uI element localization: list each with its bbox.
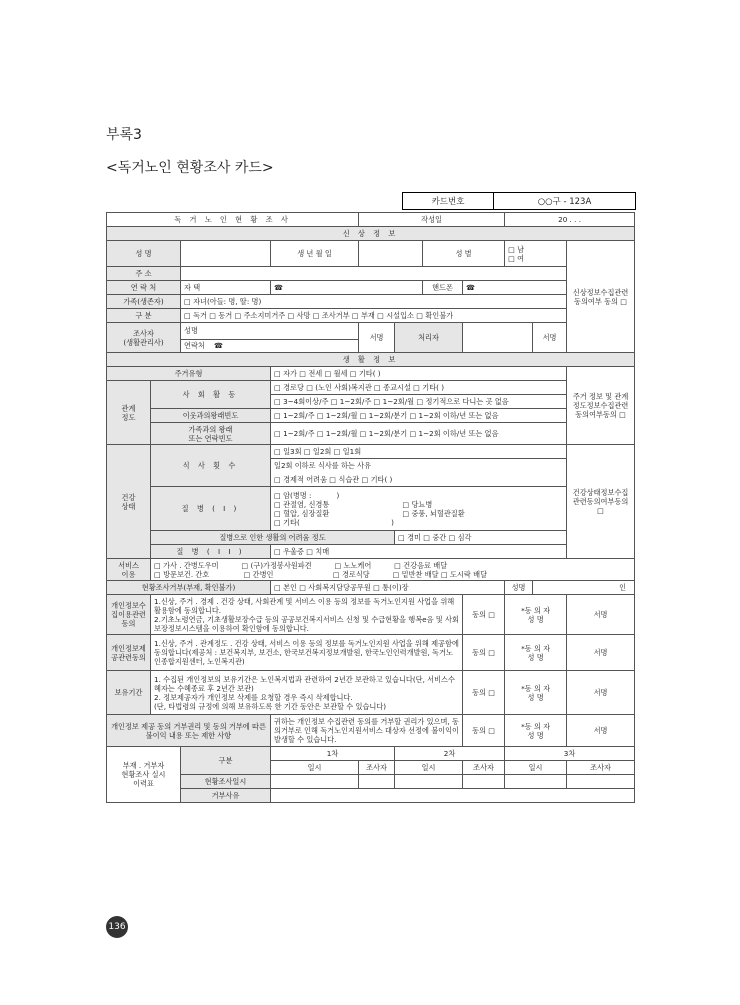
consent-text-1: 1.신상, 주거 . 관계정도 . 건강 상태, 서비스 이용 등의 정보를 독거노인지원 사업을 위해 제공함에 동의합니다(제공처 : 보건복지부, 보건소, 한국보건복지정보개발원, 한국노인인력개발원, 독거노인종합지원센터, 노인복지관)	[151, 635, 463, 671]
history-cell[interactable]	[463, 775, 505, 789]
housing-options[interactable]: □ 자가 □ 전세 □ 월세 □ 기타( )	[271, 367, 567, 381]
page-number: 136	[106, 916, 128, 938]
consent-sign-2[interactable]: 서명	[567, 671, 635, 715]
date-label: 작성일	[359, 213, 505, 227]
sex-female-checkbox[interactable]: □ 여	[508, 253, 525, 263]
history-cell[interactable]	[567, 775, 635, 789]
confirm-options[interactable]: □ 본인 □ 사회복지담당공무원 □ 통(이)장	[271, 581, 505, 595]
address-field[interactable]	[181, 267, 567, 281]
social-options-2[interactable]: □ 3~4회이상/주 □ 1~2회/주 □ 1~2회/월 □ 정기적으로 다니는 곳 없음	[271, 395, 567, 409]
mobile-field[interactable]	[463, 281, 567, 295]
consent-agree-3[interactable]: 동의 □	[463, 715, 505, 747]
disease2-label: 질 병 ( I I )	[151, 545, 271, 559]
consent-label-3: 개인정보 제공 동의 거부권리 및 동의 거부에 따른 불이익 내용 또는 제한 사항	[107, 715, 271, 747]
round-3: 3차	[505, 747, 635, 761]
sign-label-2: 서명	[533, 323, 567, 353]
appendix-label: 부록3	[106, 127, 142, 143]
meals-label: 식 사 횟 수	[151, 445, 271, 487]
confirm-name-label: 성명	[505, 581, 533, 595]
mobile-label: 핸드폰	[423, 281, 463, 295]
history-cell[interactable]	[395, 775, 463, 789]
consent-label-1: 개인정보제공관련동의	[107, 635, 151, 671]
surveyor-contact-label	[181, 340, 358, 351]
disease1-options[interactable]: □ 암(병명 : ) □ 관절염, 신경통 □ 당뇨병 □ 혈압, 심장질환 □ 중풍, 뇌혈관질환 □ 기타( )	[271, 487, 567, 531]
surveyor-label: 조사자 (생활관리사)	[107, 323, 181, 353]
consent-sign-1[interactable]: 서명	[567, 635, 635, 671]
disease2-options[interactable]: □ 우울증 □ 치매	[271, 545, 567, 559]
contact-label: 연 락 처	[107, 281, 181, 295]
history-row-reason: 거부사유	[181, 789, 271, 803]
family-field[interactable]: □ 자녀(아들: 명, 딸: 명)	[181, 295, 567, 309]
sign-label: 서명	[359, 323, 395, 353]
history-cell[interactable]	[271, 775, 359, 789]
consent-label-2: 보유기간	[107, 671, 151, 715]
sex-label: 성 별	[423, 241, 505, 267]
family-visit-options[interactable]: □ 1~2회/주 □ 1~2회/월 □ 1~2회/분기 □ 1~2회 이하/년 또는 없음	[271, 423, 567, 445]
birth-field[interactable]	[359, 241, 423, 267]
consent-agree-1[interactable]: 동의 □	[463, 635, 505, 671]
processor-label: 처리자	[395, 323, 463, 353]
date-field[interactable]: 20 . . .	[505, 213, 635, 227]
history-cell[interactable]	[505, 775, 567, 789]
consent-sign-0[interactable]: 서명	[567, 595, 635, 635]
round-2: 2차	[395, 747, 505, 761]
meals-reason-options[interactable]: □ 경제적 어려움 □ 식습관 □ 기타( )	[271, 473, 567, 487]
service-options[interactable]: □ 가사 . 간병도우미 □ (구)가정봉사원파견 □ 노노케어 □ 건강음료 배달 □ 방문보건. 간호 □ 간병인 □ 경로식당 □ 밑반찬 배달 □ 도시락 배달	[151, 559, 635, 581]
round-1: 1차	[271, 747, 395, 761]
survey-form	[106, 212, 635, 803]
consent-text-3: 귀하는 개인정보 수집관련 동의를 거부할 권리가 있으며, 동의거부로 인해 독거노인지원서비스 대상자 선정에 불이익이 발생할 수 있습니다.	[271, 715, 463, 747]
basic-consent[interactable]: 신상정보수집관련동의여부 동의 □	[567, 241, 635, 353]
consent-signer-0: *동 의 자 성 명	[505, 595, 567, 635]
round-2-surveyor: 조사자	[463, 761, 505, 775]
history-category: 구분	[181, 747, 271, 775]
round-2-datetime: 일시	[395, 761, 463, 775]
housing-consent[interactable]: 주거 정보 및 관계정도정보수집관련동의여부동의 □	[567, 367, 635, 445]
round-1-surveyor: 조사자	[359, 761, 395, 775]
social-options-1[interactable]: □ 경로당 □ (노인 사회)복지관 □ 종교시설 □ 기타( )	[271, 381, 567, 395]
sex-male-checkbox[interactable]: □ 남	[508, 244, 525, 254]
section-basic: 신 상 정 보	[107, 227, 635, 241]
consent-text-0: 1.신상, 주거 . 경제 . 건강 상태, 사회관계 및 서비스 이용 등의 정보를 독거노인지원 사업을 위해 활용함에 동의합니다. 2.기초노령연금, 기초생활보장수급 등의 공공보건복지서비스 신청 및 수급현황을 행복e음 및 사회보장정보시스템을 이용하여 확인함에 동의합니다.	[151, 595, 463, 635]
round-3-datetime: 일시	[505, 761, 567, 775]
card-number-box	[402, 192, 636, 210]
history-row-date: 현황조사일시	[181, 775, 271, 789]
difficulty-options[interactable]: □ 경미 □ 중간 □ 심각	[395, 531, 567, 545]
relation-label: 관계 정도	[107, 381, 151, 445]
consent-signer-3: *동 의 자 성 명	[505, 715, 567, 747]
consent-agree-2[interactable]: 동의 □	[463, 671, 505, 715]
round-3-surveyor: 조사자	[567, 761, 635, 775]
phone-icon: ☎	[274, 283, 283, 292]
home-phone-field[interactable]	[271, 281, 423, 295]
social-label: 사 회 활 동	[151, 381, 271, 409]
consent-sign-3[interactable]: 서명	[567, 715, 635, 747]
name-field[interactable]	[181, 241, 271, 267]
meals-options-1[interactable]: □ 일3회 □ 일2회 □ 일1회	[271, 445, 567, 459]
history-label: 부재 . 거부자 현황조사 실시 이력표	[107, 747, 181, 803]
confirm-seal[interactable]: 인	[533, 581, 635, 595]
consent-label-0: 개인정보수집이용관련동의	[107, 595, 151, 635]
surveyor-name-label: 성명	[181, 325, 358, 340]
address-label: 주 소	[107, 267, 181, 281]
consent-agree-0[interactable]: 동의 □	[463, 595, 505, 635]
disease1-label: 질 병 ( I )	[151, 487, 271, 531]
card-number-value: ○○구 - 123A	[537, 197, 592, 207]
meals-reason-label: 일2회 이하로 식사를 하는 사유	[271, 459, 567, 473]
health-consent[interactable]: 건강상태정보수집관련동의여부동의 □	[567, 445, 635, 559]
consent-text-2: 1. 수집된 개인정보의 보유기간은 노인복지법과 관련하여 2년간 보관하고 있습니다(단, 서비스수혜자는 수혜종료 후 2년간 보관) 2. 정보제공자가 개인정보 삭제를 요청할 경우 즉시 삭제합니다. (단, 타법령의 규정에 의해 보유하도록 한 기간 동안은 보관할 수 있습니다)	[151, 671, 463, 715]
history-cell[interactable]	[359, 775, 395, 789]
category-label: 구 분	[107, 309, 181, 323]
surveyor-contact-text: 연락처	[184, 340, 205, 350]
health-label: 건강 상태	[107, 445, 151, 559]
consent-signer-1: *동 의 자 성 명	[505, 635, 567, 671]
card-number-label: 카드번호	[403, 193, 494, 209]
sex-options[interactable]	[505, 241, 567, 267]
page-title: <독거노인 현황조사 카드>	[106, 160, 274, 176]
round-1-datetime: 일시	[271, 761, 359, 775]
home-phone-label: 자 택	[181, 281, 271, 295]
category-options[interactable]: □ 독거 □ 동거 □ 주소지미거주 □ 사망 □ 조사거부 □ 부재 □ 시설입소 □ 확인불가	[181, 309, 567, 323]
service-label: 서비스 이용	[107, 559, 151, 581]
family-visit-label: 가족과의 왕래 또는 연락빈도	[151, 423, 271, 445]
difficulty-label: 질병으로 인한 생활의 어려움 정도	[151, 531, 395, 545]
housing-label: 주거유형	[107, 367, 271, 381]
phone-icon: ☎	[466, 283, 475, 292]
confirm-label: 현황조사거부(부재, 확인불가)	[107, 581, 271, 595]
consent-signer-2: *동 의 자 성 명	[505, 671, 567, 715]
family-label: 가족(생존자)	[107, 295, 181, 309]
birth-label: 생 년 월 일	[271, 241, 359, 267]
section-living: 생 활 정 보	[107, 353, 635, 367]
surveyor-info	[181, 323, 359, 353]
phone-icon: ☎	[213, 340, 223, 350]
processor-field[interactable]	[463, 323, 533, 353]
name-label: 성 명	[107, 241, 181, 267]
refusal-reason-field[interactable]	[271, 789, 635, 803]
neighbor-label: 이웃과의왕래빈도	[151, 409, 271, 423]
neighbor-options[interactable]: □ 1~2회/주 □ 1~2회/월 □ 1~2회/분기 □ 1~2회 이하/년 또는 없음	[271, 409, 567, 423]
survey-header: 독 거 노 인 현 황 조 사	[107, 213, 359, 227]
